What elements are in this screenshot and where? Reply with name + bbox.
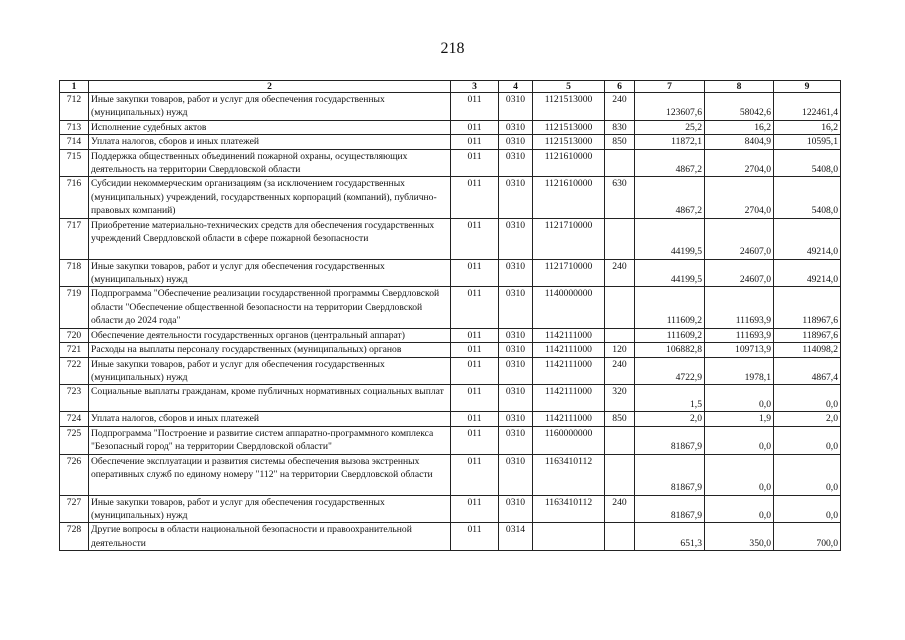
row-number: 724 [60, 412, 89, 426]
column-header: 9 [774, 81, 841, 93]
amount-col-7: 651,3 [635, 523, 705, 551]
row-number: 723 [60, 385, 89, 412]
column-header: 7 [635, 81, 705, 93]
row-name: Другие вопросы в области национальной безопасности и правоохранительной деятельности [89, 523, 451, 551]
table-row [60, 495, 841, 523]
column-header: 3 [451, 81, 499, 93]
admin-code: 011 [451, 177, 499, 218]
row-name: Подпрограмма "Обеспечение реализации государственной программы Свердловской области "Обеспечение общественной безопасности на территории Свердловской области до 2024 года" [89, 287, 451, 328]
row-name: Обеспечение эксплуатации и развития системы обеспечения вызова экстренных оперативных служб по единому номеру "112" на территории Свердловской области [89, 454, 451, 495]
row-name: Иные закупки товаров, работ и услуг для обеспечения государственных (муниципальных) нужд [89, 495, 451, 523]
expense-type-code: 240 [605, 259, 635, 287]
target-article-code: 1121513000 [533, 135, 605, 149]
amount-col-8: 16,2 [705, 120, 774, 134]
row-name: Субсидии некоммерческим организациям (за исключением государственных (муниципальных) учреждений, государственных корпораций (компаний), публично-правовых компаний) [89, 177, 451, 218]
table-row [60, 328, 841, 342]
expense-type-code: 850 [605, 412, 635, 426]
amount-col-9: 0,0 [774, 385, 841, 412]
amount-col-8: 111693,9 [705, 328, 774, 342]
expense-type-code: 630 [605, 177, 635, 218]
row-name: Уплата налогов, сборов и иных платежей [89, 135, 451, 149]
expense-type-code [605, 523, 635, 551]
row-name: Иные закупки товаров, работ и услуг для обеспечения государственных (муниципальных) нужд [89, 93, 451, 121]
page-number: 218 [440, 40, 465, 57]
section-code: 0310 [499, 120, 533, 134]
amount-col-7: 81867,9 [635, 495, 705, 523]
amount-col-9: 0,0 [774, 426, 841, 454]
admin-code: 011 [451, 149, 499, 177]
row-name: Уплата налогов, сборов и иных платежей [89, 412, 451, 426]
amount-col-9: 700,0 [774, 523, 841, 551]
row-number: 718 [60, 259, 89, 287]
table-row [60, 454, 841, 495]
table-row [60, 426, 841, 454]
admin-code: 011 [451, 287, 499, 328]
target-article-code: 1163410112 [533, 454, 605, 495]
header-row [60, 81, 841, 93]
section-code: 0310 [499, 328, 533, 342]
amount-col-8: 8404,9 [705, 135, 774, 149]
column-header: 1 [60, 81, 89, 93]
amount-col-7: 4867,2 [635, 177, 705, 218]
target-article-code: 1121513000 [533, 120, 605, 134]
admin-code: 011 [451, 454, 499, 495]
table-row [60, 385, 841, 412]
section-code: 0310 [499, 385, 533, 412]
section-code: 0310 [499, 259, 533, 287]
section-code: 0310 [499, 412, 533, 426]
row-name: Иные закупки товаров, работ и услуг для обеспечения государственных (муниципальных) нужд [89, 357, 451, 385]
admin-code: 011 [451, 120, 499, 134]
table-row [60, 343, 841, 357]
row-number: 725 [60, 426, 89, 454]
row-name: Иные закупки товаров, работ и услуг для обеспечения государственных (муниципальных) нужд [89, 259, 451, 287]
admin-code: 011 [451, 343, 499, 357]
target-article-code: 1140000000 [533, 287, 605, 328]
expense-type-code: 830 [605, 120, 635, 134]
section-code: 0310 [499, 287, 533, 328]
amount-col-7: 2,0 [635, 412, 705, 426]
section-code: 0314 [499, 523, 533, 551]
table-row [60, 523, 841, 551]
target-article-code: 1163410112 [533, 495, 605, 523]
row-number: 722 [60, 357, 89, 385]
amount-col-9: 4867,4 [774, 357, 841, 385]
expense-type-code [605, 328, 635, 342]
section-code: 0310 [499, 93, 533, 121]
amount-col-9: 49214,0 [774, 218, 841, 259]
admin-code: 011 [451, 135, 499, 149]
table-row [60, 412, 841, 426]
column-header: 2 [89, 81, 451, 93]
table-row [60, 120, 841, 134]
column-header: 4 [499, 81, 533, 93]
expense-type-code [605, 426, 635, 454]
row-number: 720 [60, 328, 89, 342]
row-number: 721 [60, 343, 89, 357]
table-row [60, 287, 841, 328]
target-article-code: 1142111000 [533, 357, 605, 385]
admin-code: 011 [451, 523, 499, 551]
table-row [60, 357, 841, 385]
admin-code: 011 [451, 426, 499, 454]
amount-col-8: 2704,0 [705, 177, 774, 218]
expense-type-code: 850 [605, 135, 635, 149]
target-article-code: 1121710000 [533, 218, 605, 259]
row-name: Обеспечение деятельности государственных органов (центральный аппарат) [89, 328, 451, 342]
expense-type-code: 240 [605, 93, 635, 121]
admin-code: 011 [451, 385, 499, 412]
section-code: 0310 [499, 343, 533, 357]
amount-col-9: 0,0 [774, 454, 841, 495]
budget-table [59, 80, 841, 551]
amount-col-7: 111609,2 [635, 328, 705, 342]
section-code: 0310 [499, 149, 533, 177]
target-article-code: 1121513000 [533, 93, 605, 121]
target-article-code [533, 523, 605, 551]
section-code: 0310 [499, 454, 533, 495]
table-row [60, 177, 841, 218]
admin-code: 011 [451, 218, 499, 259]
table-row [60, 93, 841, 121]
amount-col-8: 0,0 [705, 495, 774, 523]
amount-col-9: 114098,2 [774, 343, 841, 357]
row-name: Расходы на выплаты персоналу государственных (муниципальных) органов [89, 343, 451, 357]
column-header: 5 [533, 81, 605, 93]
table-row [60, 149, 841, 177]
table-header [60, 81, 841, 93]
target-article-code: 1142111000 [533, 385, 605, 412]
row-name: Социальные выплаты гражданам, кроме публичных нормативных социальных выплат [89, 385, 451, 412]
row-number: 713 [60, 120, 89, 134]
target-article-code: 1142111000 [533, 412, 605, 426]
expense-type-code [605, 287, 635, 328]
amount-col-7: 111609,2 [635, 287, 705, 328]
amount-col-8: 111693,9 [705, 287, 774, 328]
row-name: Исполнение судебных актов [89, 120, 451, 134]
table-row [60, 135, 841, 149]
column-header: 6 [605, 81, 635, 93]
amount-col-7: 1,5 [635, 385, 705, 412]
amount-col-8: 0,0 [705, 454, 774, 495]
admin-code: 011 [451, 259, 499, 287]
expense-type-code [605, 218, 635, 259]
amount-col-8: 24607,0 [705, 259, 774, 287]
row-name: Подпрограмма "Построение и развитие систем аппаратно-программного комплекса "Безопасный город" на территории Свердловской области" [89, 426, 451, 454]
amount-col-9: 49214,0 [774, 259, 841, 287]
expense-type-code: 120 [605, 343, 635, 357]
row-number: 717 [60, 218, 89, 259]
admin-code: 011 [451, 357, 499, 385]
target-article-code: 1160000000 [533, 426, 605, 454]
amount-col-9: 16,2 [774, 120, 841, 134]
row-number: 715 [60, 149, 89, 177]
amount-col-8: 58042,6 [705, 93, 774, 121]
amount-col-8: 0,0 [705, 385, 774, 412]
amount-col-8: 0,0 [705, 426, 774, 454]
amount-col-8: 2704,0 [705, 149, 774, 177]
expense-type-code [605, 454, 635, 495]
amount-col-9: 0,0 [774, 495, 841, 523]
amount-col-8: 1978,1 [705, 357, 774, 385]
row-number: 727 [60, 495, 89, 523]
expense-type-code: 240 [605, 357, 635, 385]
expense-type-code [605, 149, 635, 177]
amount-col-7: 44199,5 [635, 218, 705, 259]
amount-col-7: 81867,9 [635, 454, 705, 495]
row-name: Приобретение материально-технических средств для обеспечения государственных учреждений Свердловской области в сфере пожарной безопасности [89, 218, 451, 259]
amount-col-7: 4867,2 [635, 149, 705, 177]
amount-col-7: 4722,9 [635, 357, 705, 385]
section-code: 0310 [499, 426, 533, 454]
row-number: 719 [60, 287, 89, 328]
amount-col-8: 1,9 [705, 412, 774, 426]
target-article-code: 1121610000 [533, 149, 605, 177]
amount-col-9: 5408,0 [774, 149, 841, 177]
admin-code: 011 [451, 93, 499, 121]
column-header: 8 [705, 81, 774, 93]
amount-col-7: 123607,6 [635, 93, 705, 121]
section-code: 0310 [499, 495, 533, 523]
amount-col-7: 25,2 [635, 120, 705, 134]
target-article-code: 1142111000 [533, 328, 605, 342]
admin-code: 011 [451, 412, 499, 426]
row-number: 716 [60, 177, 89, 218]
row-number: 726 [60, 454, 89, 495]
amount-col-8: 24607,0 [705, 218, 774, 259]
table-row [60, 259, 841, 287]
target-article-code: 1121710000 [533, 259, 605, 287]
amount-col-7: 106882,8 [635, 343, 705, 357]
row-name: Поддержка общественных объединений пожарной охраны, осуществляющих деятельность на территории Свердловской области [89, 149, 451, 177]
row-number: 714 [60, 135, 89, 149]
expense-type-code: 240 [605, 495, 635, 523]
section-code: 0310 [499, 177, 533, 218]
table-row [60, 218, 841, 259]
amount-col-7: 81867,9 [635, 426, 705, 454]
amount-col-9: 5408,0 [774, 177, 841, 218]
admin-code: 011 [451, 495, 499, 523]
amount-col-9: 118967,6 [774, 328, 841, 342]
target-article-code: 1121610000 [533, 177, 605, 218]
amount-col-8: 109713,9 [705, 343, 774, 357]
amount-col-9: 122461,4 [774, 93, 841, 121]
section-code: 0310 [499, 218, 533, 259]
row-number: 712 [60, 93, 89, 121]
admin-code: 011 [451, 328, 499, 342]
section-code: 0310 [499, 357, 533, 385]
amount-col-7: 11872,1 [635, 135, 705, 149]
amount-col-9: 118967,6 [774, 287, 841, 328]
amount-col-7: 44199,5 [635, 259, 705, 287]
amount-col-9: 2,0 [774, 412, 841, 426]
row-number: 728 [60, 523, 89, 551]
expense-type-code: 320 [605, 385, 635, 412]
amount-col-9: 10595,1 [774, 135, 841, 149]
amount-col-8: 350,0 [705, 523, 774, 551]
section-code: 0310 [499, 135, 533, 149]
table-body [60, 93, 841, 551]
target-article-code: 1142111000 [533, 343, 605, 357]
